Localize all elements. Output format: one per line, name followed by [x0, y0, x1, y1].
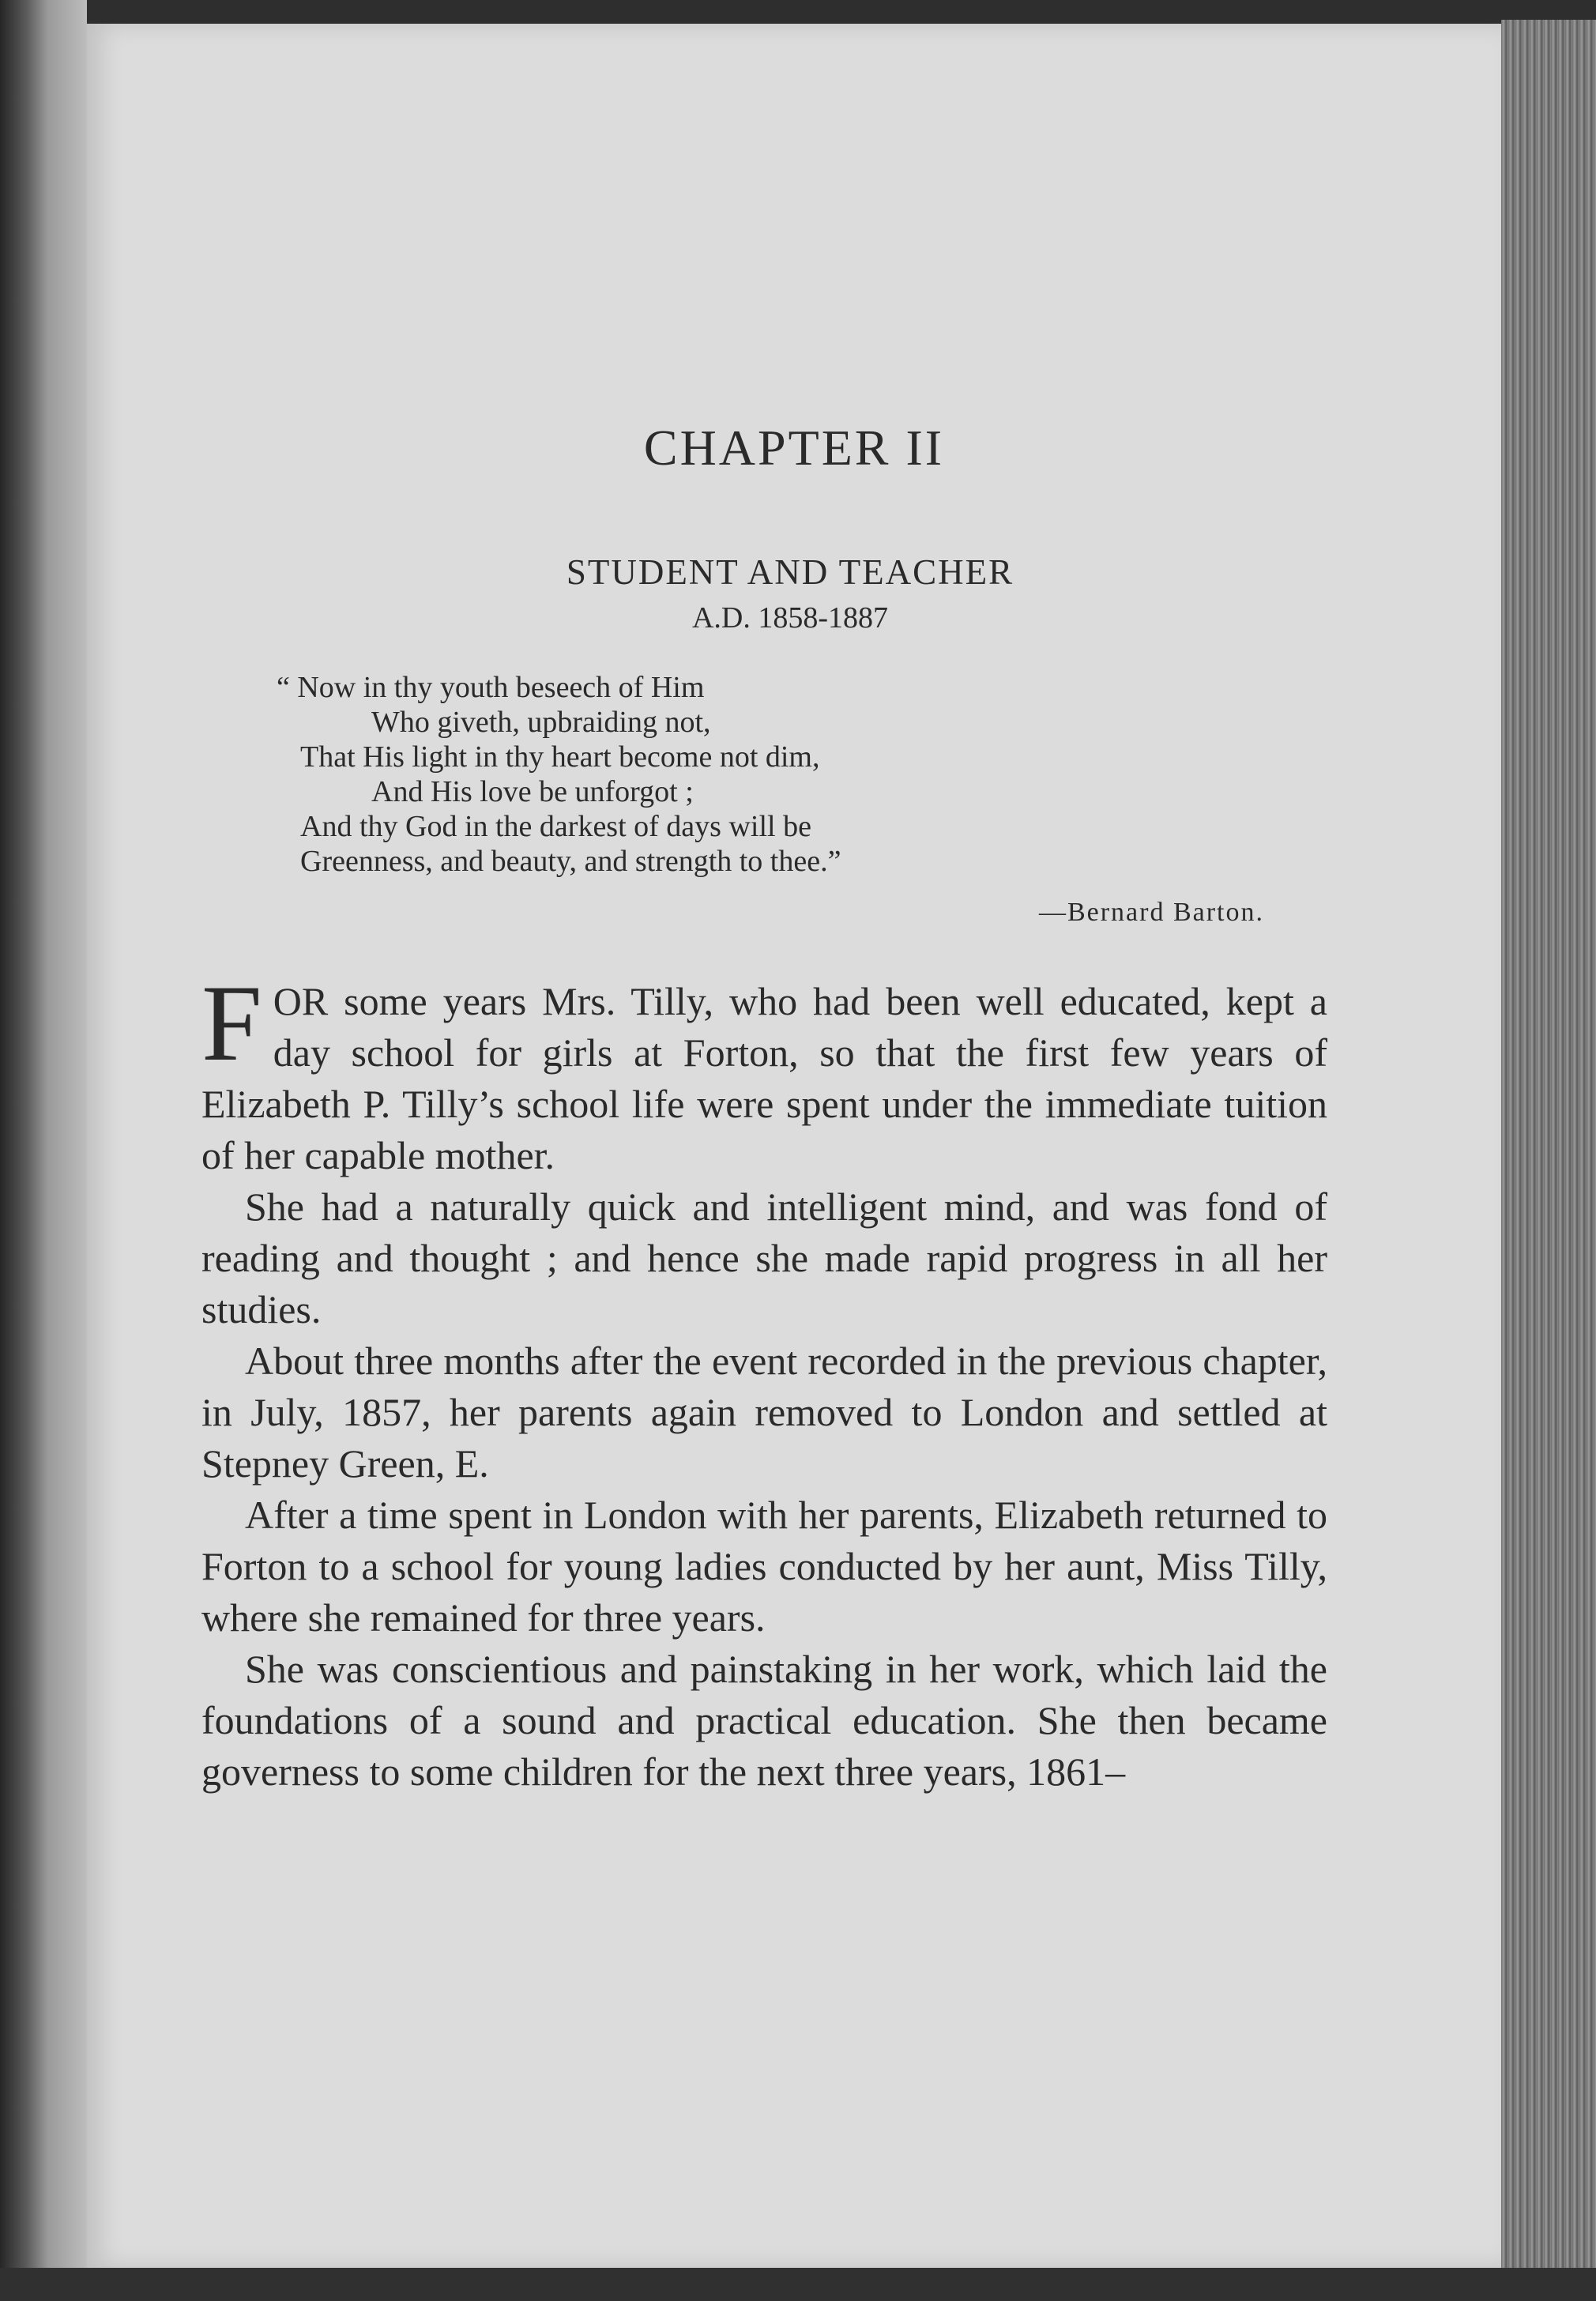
drop-cap: F	[201, 962, 262, 1083]
body-text	[201, 962, 1327, 1798]
epigraph	[277, 670, 1248, 879]
page-edges	[1501, 20, 1596, 2280]
epigraph-line: That His light in thy heart become not dim,	[300, 740, 820, 774]
chapter-title: CHAPTER II	[643, 420, 945, 476]
bottom-shadow	[0, 2268, 1596, 2301]
epigraph-line: Who giveth, upbraiding not,	[371, 706, 711, 739]
book-gutter	[0, 0, 87, 2301]
paragraph: After a time spent in London with her parents, Elizabeth returned to Forton to a school for young ladies conducted by her aunt, Miss Tilly, where she remained for three years.	[201, 1493, 1327, 1640]
paragraph: She had a naturally quick and intelligent mind, and was fond of reading and thought ; and hence she made rapid progress in all her studies.	[201, 1184, 1327, 1331]
paragraph-text: OR some years Mrs. Tilly, who had been well educated, kept a day school for girls at Forton, so that the first few years of Elizabeth P. Tilly’s school life were spent under the immediate tuition of her capable mother.	[201, 979, 1327, 1177]
epigraph-line: “ Now in thy youth beseech of Him	[277, 671, 705, 704]
paragraph-1	[201, 962, 1327, 1181]
epigraph-attribution: —Bernard Barton.	[1038, 898, 1264, 927]
book-page	[87, 24, 1501, 2268]
paragraph: About three months after the event recorded in the previous chapter, in July, 1857, her parents again removed to London and settled at Stepney Green, E.	[201, 1339, 1327, 1486]
paragraph: She was conscientious and painstaking in her work, which laid the foundations of a sound and practical education. She then became governess to some children for the next three years, 1861–	[201, 1647, 1327, 1794]
chapter-dates: A.D. 1858-1887	[691, 601, 889, 635]
epigraph-line: Greenness, and beauty, and strength to thee.”	[300, 845, 841, 878]
epigraph-line: And thy God in the darkest of days will be	[300, 810, 811, 843]
epigraph-line: And His love be unforgot ;	[371, 775, 694, 808]
section-title: STUDENT AND TEACHER	[566, 552, 1014, 592]
